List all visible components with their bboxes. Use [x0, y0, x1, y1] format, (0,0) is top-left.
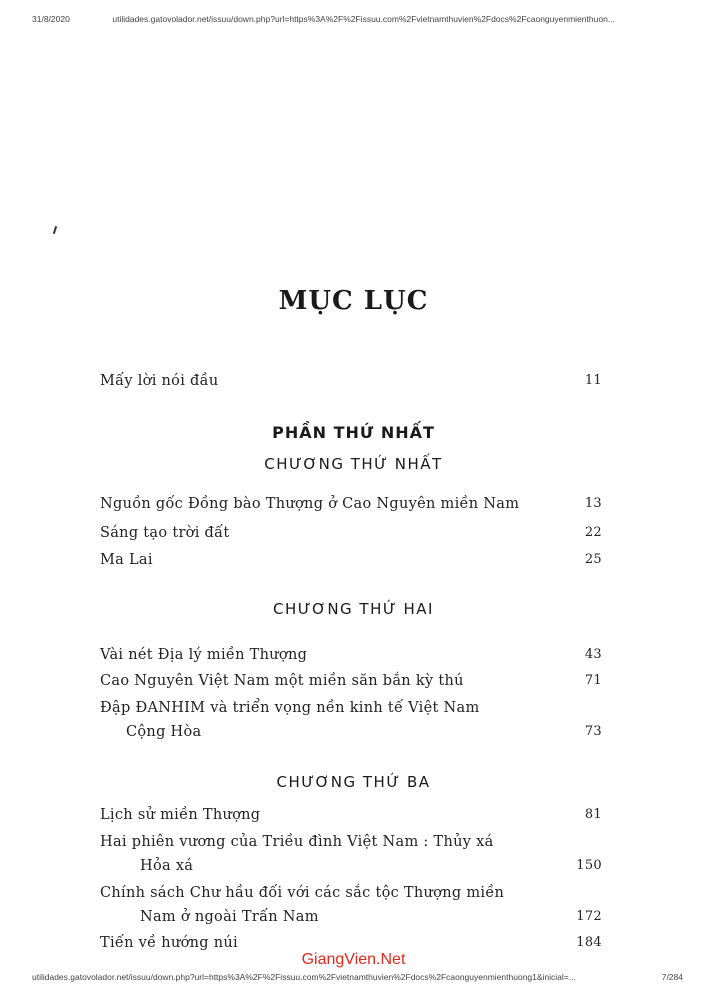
toc-entry-page: 11: [584, 373, 602, 388]
toc-entry-label: Hỏa xá: [140, 858, 194, 874]
page-counter: 7/284: [661, 972, 683, 982]
margin-mark: [53, 226, 57, 234]
toc-entry-label: Nguồn gốc Đồng bào Thượng ở Cao Nguyên miền Nam: [100, 496, 520, 512]
print-date: 31/8/2020: [32, 14, 70, 24]
toc-entry-label: Lịch sử miền Thượng: [100, 807, 261, 823]
toc-entry-label: Cộng Hòa: [126, 724, 202, 740]
print-url[interactable]: utilidades.gatovolador.net/issuu/down.php?url=https%3A%2F%2Fissuu.com%2Fvietnamthuvien%2Fdocs%2Fcaonguyenmienthuon...: [112, 14, 615, 24]
toc-entry-page: 172: [576, 909, 602, 924]
toc-entry-page: 150: [576, 858, 602, 873]
toc-entry-label: Ma Lai: [100, 552, 153, 568]
toc-entry-page: 71: [584, 673, 602, 688]
toc-entry-page: 13: [584, 496, 602, 511]
page-title: MỤC LỤC: [278, 286, 429, 316]
toc-entry-label: Tiến về hướng núi: [100, 935, 238, 951]
toc-entry-page: 73: [584, 724, 602, 739]
toc-entry-label: Mấy lời nói đầu: [100, 373, 219, 389]
toc-entry-page: 184: [576, 935, 602, 950]
toc-entry-page: 81: [584, 807, 602, 822]
chapter-heading-1: CHƯƠNG THỨ NHẤT: [264, 455, 443, 473]
toc-entry-label: Hai phiên vương của Triều đình Việt Nam : Thủy xá: [100, 834, 494, 850]
toc-entry-label: Vài nét Địa lý miền Thượng: [100, 647, 308, 663]
watermark: GiangVien.Net: [301, 951, 406, 968]
toc-entry-label: Chính sách Chư hầu đối với các sắc tộc Thượng miền: [100, 885, 505, 901]
toc-entry-label: Cao Nguyên Việt Nam một miền săn bắn kỳ thú: [100, 673, 464, 689]
toc-entry-page: 22: [584, 525, 602, 540]
toc-entry-label: Đập ĐANHIM và triển vọng nền kinh tế Việt Nam: [100, 700, 480, 716]
chapter-heading-3: CHƯƠNG THỨ BA: [276, 773, 431, 791]
part-heading: PHẦN THỨ NHẤT: [272, 423, 435, 442]
print-footer-url[interactable]: utilidades.gatovolador.net/issuu/down.php?url=https%3A%2F%2Fissuu.com%2Fvietnamthuvien%2Fdocs%2Fcaonguyenmienthuong1&inicial=...: [32, 972, 576, 982]
chapter-heading-2: CHƯƠNG THỨ HAI: [273, 600, 434, 618]
print-header: [32, 14, 677, 24]
print-footer: [32, 972, 683, 982]
toc-entry-page: 25: [584, 552, 602, 567]
toc-entry-page: 43: [584, 647, 602, 662]
toc-entry-label: Sáng tạo trời đất: [100, 525, 230, 541]
toc-entry-label: Nam ở ngoài Trấn Nam: [140, 909, 319, 925]
